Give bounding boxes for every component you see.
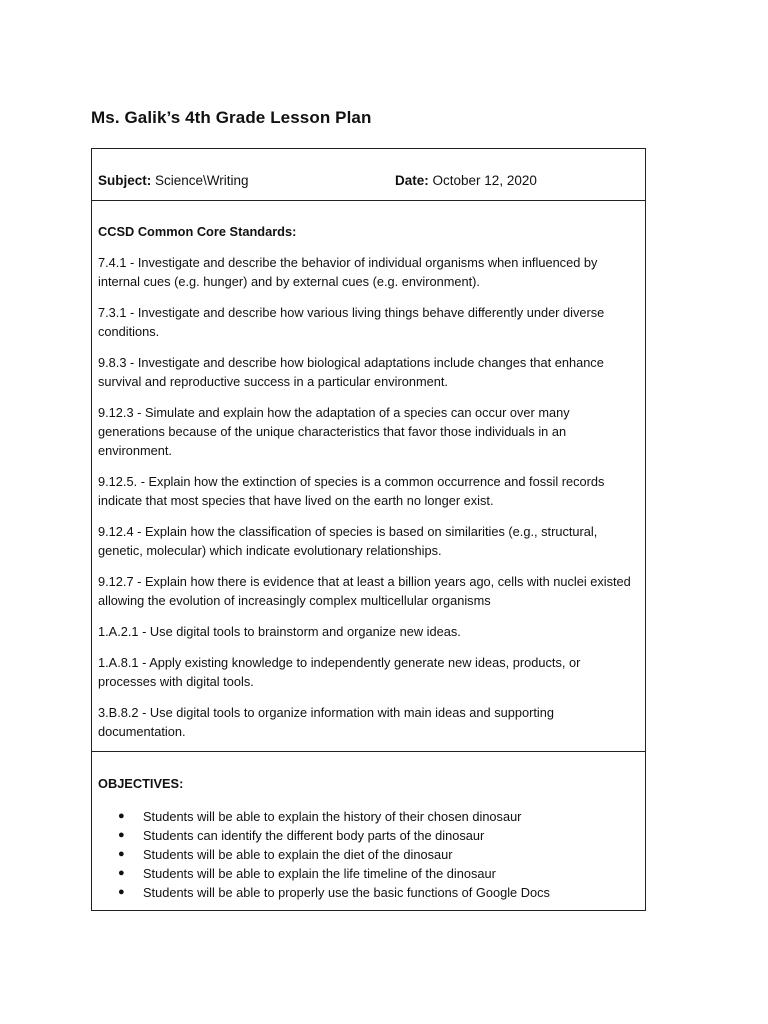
bullet-icon: ●: [118, 886, 125, 898]
standards-heading: CCSD Common Core Standards:: [98, 224, 297, 239]
objective-text: Students will be able to explain the history of their chosen dinosaur: [143, 809, 522, 824]
bullet-icon: ●: [118, 810, 125, 822]
date-field: [395, 173, 537, 188]
standard-item: 1.A.2.1 - Use digital tools to brainstorm and organize new ideas.: [98, 624, 461, 639]
standard-item: 9.8.3 - Investigate and describe how biological adaptations include changes that enhance survival and reproductive success in a particular environment.: [98, 355, 604, 389]
subject-value: Science\Writing: [155, 173, 249, 188]
standard-item: 1.A.8.1 - Apply existing knowledge to independently generate new ideas, products, or processes with digital tools.: [98, 655, 581, 689]
lesson-plan-table: [91, 148, 646, 911]
objective-item: [118, 845, 637, 864]
objective-text: Students will be able to explain the diet of the dinosaur: [143, 847, 453, 862]
objectives-section: [92, 751, 645, 910]
objective-item: [118, 807, 637, 826]
date-value: October 12, 2020: [432, 173, 537, 188]
objective-item: [118, 826, 637, 845]
header-row: [92, 149, 645, 200]
objective-item: [118, 883, 637, 902]
standard-item: 9.12.5. - Explain how the extinction of species is a common occurrence and fossil records indicate that most species that have lived on the earth no longer exist.: [98, 474, 605, 508]
subject-field: [98, 173, 249, 188]
objectives-heading: OBJECTIVES:: [98, 776, 184, 791]
standard-item: 7.3.1 - Investigate and describe how various living things behave differently under diverse conditions.: [98, 305, 605, 339]
objective-item: [118, 864, 637, 883]
objective-text: Students will be able to properly use the basic functions of Google Docs: [143, 885, 550, 900]
standard-item: 9.12.3 - Simulate and explain how the adaptation of a species can occur over many generations because of the unique characteristics that favor those individuals in an environment.: [98, 405, 570, 458]
page-title: Ms. Galik’s 4th Grade Lesson Plan: [91, 108, 372, 127]
objectives-list: [98, 807, 637, 902]
standard-item: 3.B.8.2 - Use digital tools to organize information with main ideas and supporting documentation.: [98, 705, 554, 739]
standard-item: 7.4.1 - Investigate and describe the behavior of individual organisms when influenced by internal cues (e.g. hunger) and by external cues (e.g. environment).: [98, 255, 598, 289]
bullet-icon: ●: [118, 848, 125, 860]
bullet-icon: ●: [118, 867, 125, 879]
bullet-icon: ●: [118, 829, 125, 841]
standards-section: [92, 200, 645, 751]
objective-text: Students can identify the different body parts of the dinosaur: [143, 828, 485, 843]
standard-item: 9.12.4 - Explain how the classification of species is based on similarities (e.g., structural, genetic, molecular) which indicate evolutionary relationships.: [98, 524, 598, 558]
date-label: Date:: [395, 173, 429, 188]
standard-item: 9.12.7 - Explain how there is evidence that at least a billion years ago, cells with nuclei existed allowing the evolution of increasingly complex multicellular organisms: [98, 574, 631, 608]
objective-text: Students will be able to explain the life timeline of the dinosaur: [143, 866, 496, 881]
subject-label: Subject:: [98, 173, 152, 188]
